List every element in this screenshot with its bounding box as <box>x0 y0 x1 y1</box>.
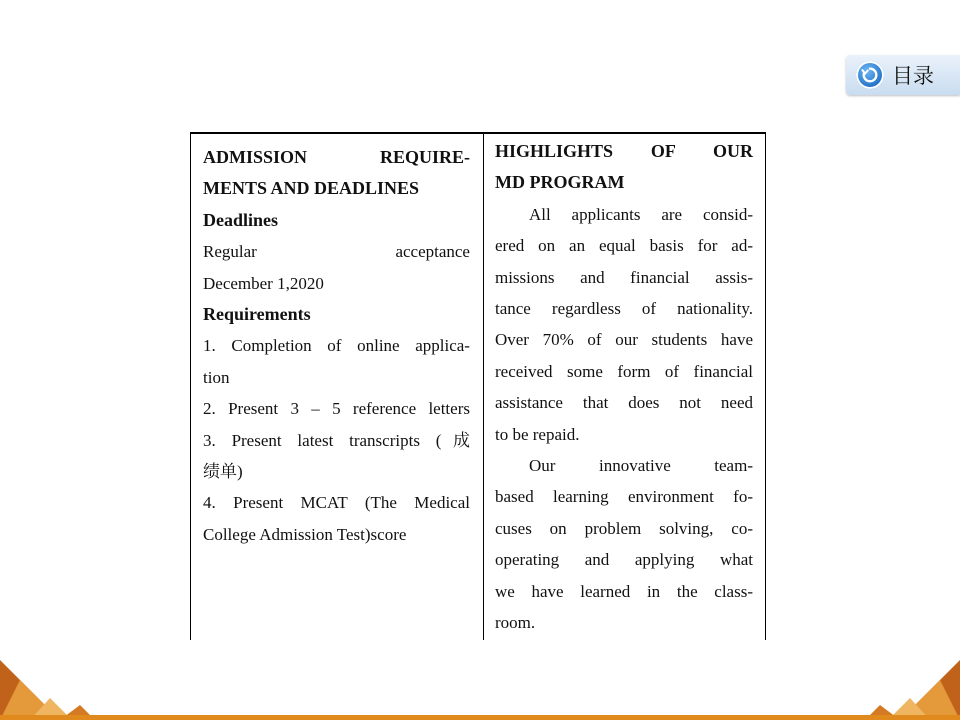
paragraph-2-line: Our innovative team- <box>528 456 753 476</box>
corner-decoration-left <box>0 660 100 720</box>
contents-label: 目录 <box>892 64 934 88</box>
paragraph-2-line: based learning environment fo- <box>494 487 753 507</box>
left-heading-line1: ADMISSION REQUIRE- <box>203 147 470 167</box>
paragraph-2-line: we have learned in the class- <box>494 581 753 601</box>
left-column <box>191 134 484 640</box>
right-column <box>484 134 765 640</box>
bottom-accent-bar <box>0 715 960 720</box>
right-heading-line2: MD PROGRAM <box>494 172 625 193</box>
corner-decoration-right <box>860 660 960 720</box>
paragraph-1-line: to be repaid. <box>494 424 580 444</box>
paragraph-1-line: Over 70% of our students have <box>494 330 753 350</box>
paragraph-1-line: missions and financial assis- <box>494 267 753 287</box>
deadline-line2: December 1,2020 <box>203 273 324 293</box>
paragraph-1-line: ered on an equal basis for ad- <box>494 236 753 256</box>
deadline-line1: Regular acceptance <box>203 242 470 262</box>
requirement-1-line1: 1. Completion of online applica- <box>203 336 470 356</box>
paragraph-1-line: tance regardless of nationality. <box>494 299 753 319</box>
paragraph-2-line: room. <box>494 613 536 633</box>
requirement-1-line2: tion <box>203 367 230 387</box>
paragraph-2-line: cuses on problem solving, co- <box>494 518 753 538</box>
right-heading-line1: HIGHLIGHTS OF OUR <box>494 141 753 161</box>
requirement-3-line1: 3. Present latest transcripts (成 <box>203 430 470 450</box>
refresh-arrow-icon <box>856 61 884 89</box>
requirements-heading: Requirements <box>203 304 311 325</box>
paragraph-1-line: assistance that does not need <box>494 393 753 413</box>
left-heading-line2: MENTS AND DEADLINES <box>203 178 420 199</box>
requirement-2-line1: 2. Present 3 – 5 reference letters <box>203 399 470 419</box>
admission-table <box>190 132 766 640</box>
paragraph-2-line: operating and applying what <box>494 550 753 570</box>
paragraph-1-line: All applicants are consid- <box>528 204 753 224</box>
requirement-4-line1: 4. Present MCAT (The Medical <box>203 493 470 513</box>
requirement-4-line2: College Admission Test)score <box>203 524 407 544</box>
deadlines-heading: Deadlines <box>203 209 279 230</box>
requirement-3-line2: 绩单) <box>203 462 243 482</box>
paragraph-1-line: received some form of financial <box>494 361 753 381</box>
contents-button[interactable] <box>846 55 960 95</box>
